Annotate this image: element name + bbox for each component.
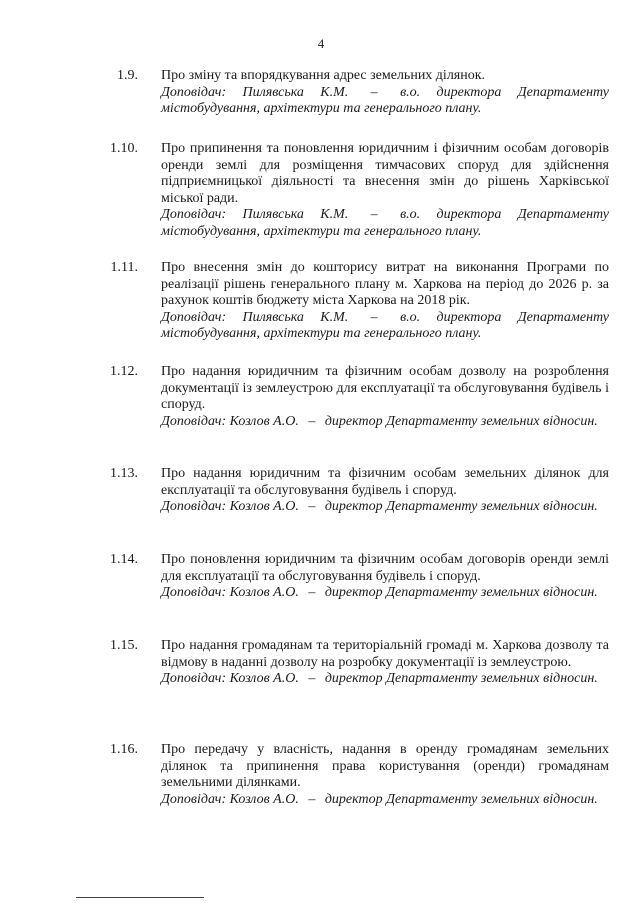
reporter-dash: –: [308, 585, 316, 600]
item-body: [161, 638, 609, 688]
reporter-line: [161, 585, 609, 602]
item-number: 1.11.: [110, 260, 138, 275]
item-title: Про надання юридичним та фізичним особам дозволу на розроблення документації із землеустрою для експлуатації та обслуговування будівель і споруд.: [161, 364, 609, 412]
reporter-position: директор Департаменту земельних відносин.: [324, 499, 598, 514]
reporter-dash: –: [308, 499, 316, 514]
reporter-name: Доповідач: Козлов А.О.: [161, 585, 299, 600]
reporter-line: [161, 207, 609, 240]
item-number: 1.14.: [110, 552, 138, 567]
footer-divider: [76, 897, 204, 898]
reporter-position: директор Департаменту земельних відносин.: [324, 671, 598, 686]
item-title: Про поновлення юридичним та фізичним особам договорів оренди землі для експлуатації та обслуговування будівель і споруд.: [161, 552, 609, 584]
item-title: Про внесення змін до кошторису витрат на виконання Програми по реалізації рішень генерального плану м. Харкова на період до 2026 р. за рахунок коштів бюджету міста Харкова на 2018 рік.: [161, 260, 609, 308]
reporter-position: директор Департаменту земельних відносин.: [324, 413, 598, 429]
item-title: Про надання юридичним та фізичним особам земельних ділянок для експлуатації та обслуговування будівель і споруд.: [161, 466, 609, 498]
reporter-name: Доповідач: Козлов А.О.: [161, 413, 299, 429]
item-body: [161, 364, 609, 430]
item-number: 1.10.: [110, 141, 138, 156]
reporter-name: Доповідач: Козлов А.О.: [161, 791, 299, 807]
reporter-position: директор Департаменту земельних відносин.: [324, 791, 598, 807]
reporter-line: [161, 85, 609, 118]
reporter-line: [161, 499, 609, 516]
reporter-dash: –: [308, 671, 316, 686]
reporter-dash: –: [370, 84, 378, 100]
reporter-dash: –: [370, 207, 378, 222]
item-body: [161, 141, 609, 240]
reporter-line: [161, 792, 609, 809]
reporter-position: в.о. директора Департаменту містобудування, архітектури та генерального плану.: [161, 84, 610, 116]
item-title: Про передачу у власність, надання в оренду громадянам земельних ділянок та припинення права користування (оренди) громадянам земельними ділянками.: [161, 742, 609, 790]
reporter-dash: –: [308, 413, 316, 429]
item-number: 1.13.: [110, 466, 138, 481]
page-number: 4: [317, 36, 325, 51]
reporter-name: Доповідач: Пилявська К.М.: [161, 84, 349, 100]
item-title: Про зміну та впорядкування адрес земельних ділянок.: [161, 68, 486, 83]
item-number: 1.16.: [110, 742, 138, 757]
reporter-name: Доповідач: Козлов А.О.: [161, 499, 299, 514]
item-number: 1.15.: [110, 638, 138, 653]
reporter-name: Доповідач: Пилявська К.М.: [161, 207, 349, 222]
item-title: Про надання громадянам та територіальній громаді м. Харкова дозволу та відмову в наданні дозволу на розробку документації із землеустрою.: [161, 638, 609, 670]
reporter-name: Доповідач: Козлов А.О.: [161, 671, 299, 686]
reporter-position: в.о. директора Департаменту містобудування, архітектури та генерального плану.: [161, 207, 610, 239]
reporter-position: директор Департаменту земельних відносин.: [324, 585, 598, 600]
item-number: 1.9.: [117, 68, 138, 83]
item-body: [161, 68, 609, 118]
item-number: 1.12.: [110, 364, 138, 379]
reporter-line: [161, 671, 609, 688]
reporter-name: Доповідач: Пилявська К.М.: [161, 309, 349, 325]
reporter-dash: –: [308, 791, 316, 807]
reporter-dash: –: [370, 309, 378, 325]
item-body: [161, 466, 609, 516]
item-title: Про припинення та поновлення юридичним і фізичним особам договорів оренди землі для розміщення тимчасових споруд для здійснення підприємницької діяльності та внесення змін до рішень Харківської міської ради.: [161, 141, 609, 206]
item-body: [161, 552, 609, 602]
reporter-line: [161, 310, 609, 343]
item-body: [161, 742, 609, 808]
item-body: [161, 260, 609, 343]
reporter-line: [161, 414, 609, 431]
reporter-position: в.о. директора Департаменту містобудування, архітектури та генерального плану.: [161, 309, 610, 341]
